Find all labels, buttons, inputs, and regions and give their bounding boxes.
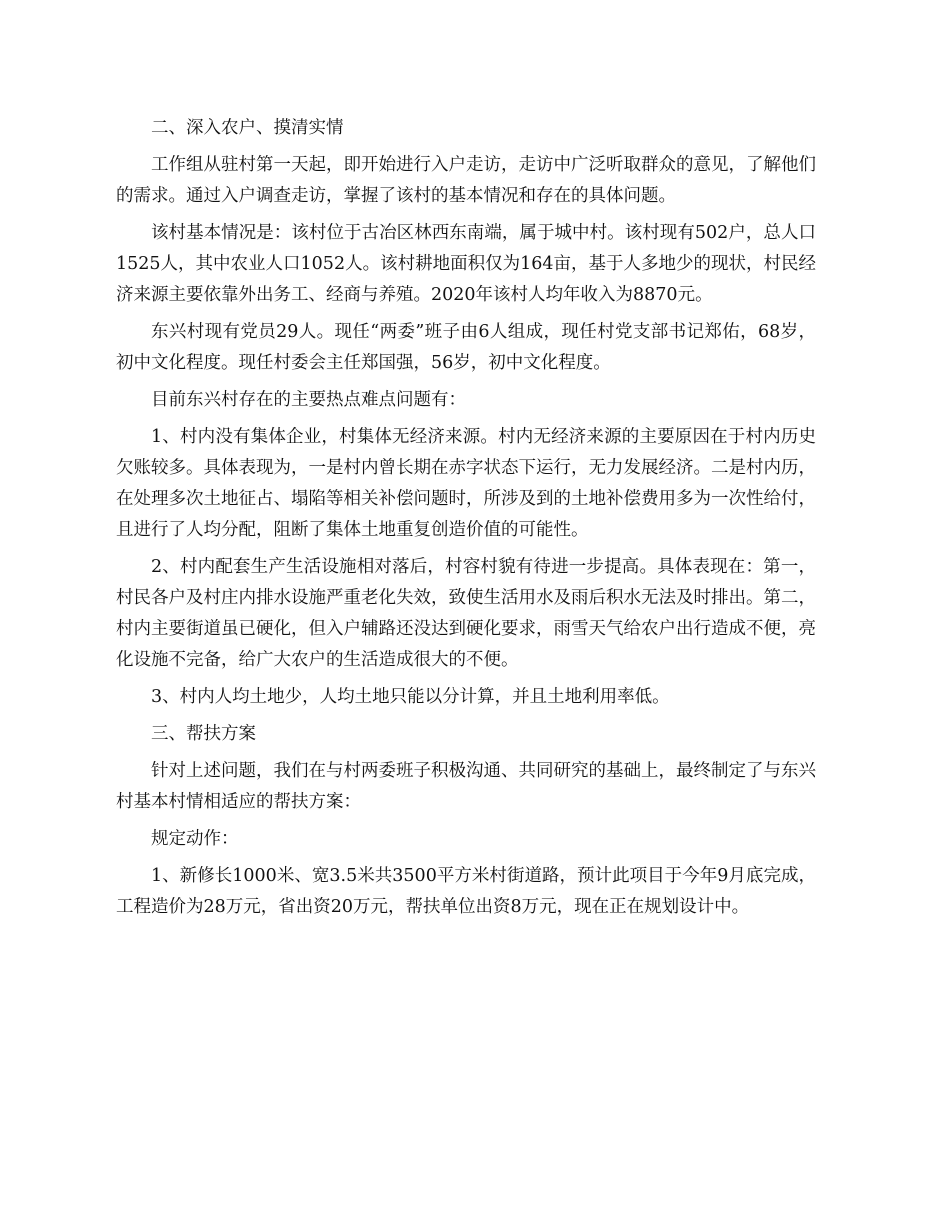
section-heading-2: 二、深入农户、摸清实情 — [151, 118, 344, 138]
paragraph-plan-intro: 针对上述问题，我们在与村两委班子积极沟通、共同研究的基础上，最终制定了与东兴村基本村情相适应的帮扶方案： — [116, 761, 816, 812]
paragraph-problem-3: 3、村内人均土地少，人均土地只能以分计算，并且土地利用率低。 — [151, 687, 670, 707]
paragraph-party-members: 东兴村现有党员29人。现任“两委”班子由6人组成，现任村党支部书记郑佑，68岁，初中文化程度。现任村委会主任郑国强，56岁，初中文化程度。 — [116, 322, 816, 373]
paragraph-problem-1: 1、村内没有集体企业，村集体无经济来源。村内无经济来源的主要原因在于村内历史欠账较多。具体表现为，一是村内曾长期在赤字状态下运行，无力发展经济。二是村内历，在处理多次土地征占、塌陷等相关补偿问题时，所涉及到的土地补偿费用多为一次性给付，且进行了人均分配，阻断了集体土地重复创造价值的可能性。 — [116, 427, 816, 540]
paragraph-problems-intro: 目前东兴村存在的主要热点难点问题有： — [151, 390, 466, 410]
paragraph-required-actions: 规定动作： — [151, 829, 239, 849]
document-body — [116, 113, 816, 929]
paragraph-action-1: 1、新修长1000米、宽3.5米共3500平方米村街道路，预计此项目于今年9月底完成，工程造价为28万元，省出资20万元，帮扶单位出资8万元，现在正在规划设计中。 — [116, 866, 816, 917]
paragraph-visits: 工作组从驻村第一天起，即开始进行入户走访，走访中广泛听取群众的意见，了解他们的需求。通过入户调查走访，掌握了该村的基本情况和存在的具体问题。 — [116, 155, 816, 206]
paragraph-problem-2: 2、村内配套生产生活设施相对落后，村容村貌有待进一步提高。具体表现在：第一，村民各户及村庄内排水设施严重老化失效，致使生活用水及雨后积水无法及时排出。第二，村内主要街道虽已硬化，但入户辅路还没达到硬化要求，雨雪天气给农户出行造成不便，亮化设施不完备，给广大农户的生活造成很大的不便。 — [116, 557, 816, 670]
section-heading-3: 三、帮扶方案 — [151, 724, 256, 744]
paragraph-village-basics: 该村基本情况是：该村位于古冶区林西东南端，属于城中村。该村现有502户，总人口1525人，其中农业人口1052人。该村耕地面积仅为164亩，基于人多地少的现状，村民经济来源主要依靠外出务工、经商与养殖。2020年该村人均年收入为8870元。 — [116, 223, 816, 305]
